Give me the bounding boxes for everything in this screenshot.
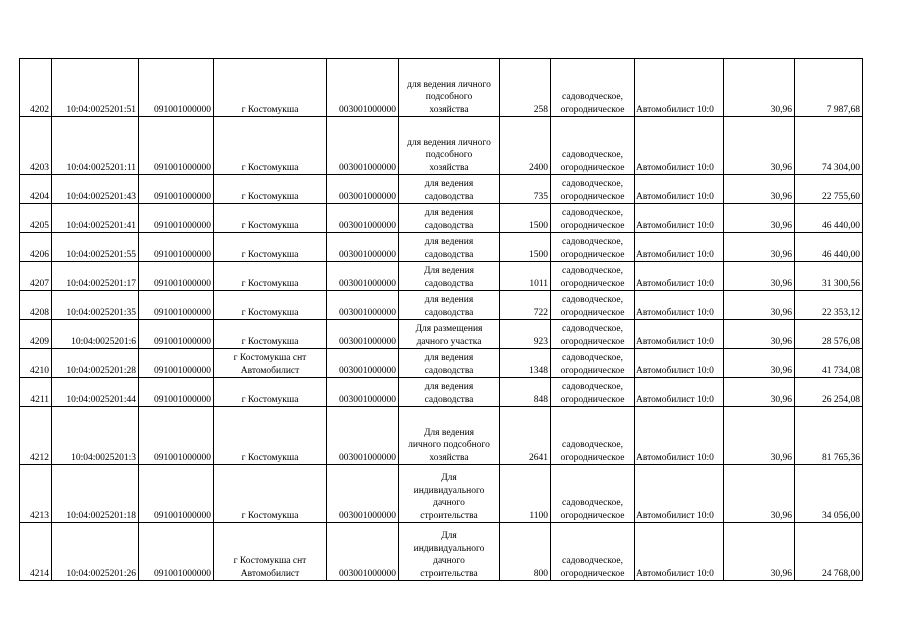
cell-specific-cadastral-value: 30,96 — [724, 175, 795, 204]
cell-land-category — [551, 291, 635, 320]
cell-row-number: 4204 — [20, 175, 52, 204]
land-category-line: садоводческое, — [562, 382, 623, 392]
permitted-use-line: для ведения — [424, 295, 474, 305]
locality-line: г Костомукша — [241, 104, 299, 115]
permitted-use-line: подсобного — [425, 92, 473, 102]
cell-land-area: 1348 — [500, 349, 551, 378]
cell-land-category — [551, 117, 635, 175]
cell-specific-cadastral-value: 30,96 — [724, 117, 795, 175]
cell-cadastral-number: 10:04:0025201:44 — [52, 378, 139, 407]
cell-specific-cadastral-value: 30,96 — [724, 262, 795, 291]
cell-specific-cadastral-value: 30,96 — [724, 320, 795, 349]
permitted-use-line: индивидуального — [413, 543, 485, 554]
permitted-use-line: для ведения — [424, 382, 474, 392]
table-row — [20, 320, 863, 349]
permitted-use-line: для ведения — [424, 237, 474, 247]
cell-row-number: 4207 — [20, 262, 52, 291]
cell-row-number: 4205 — [20, 204, 52, 233]
land-category-line: огородническое — [560, 510, 625, 521]
cell-okato-code: 003001000000 — [327, 407, 399, 465]
cell-cadastral-value: 31 300,56 — [795, 262, 863, 291]
cell-locality — [214, 175, 327, 204]
cell-okato-code: 003001000000 — [327, 291, 399, 320]
cell-oktmo-code: 091001000000 — [139, 233, 214, 262]
cell-cadastral-number: 10:04:0025201:17 — [52, 262, 139, 291]
cell-locality — [214, 204, 327, 233]
cell-land-area: 2400 — [500, 117, 551, 175]
cadastral-table — [19, 58, 863, 581]
cell-locality — [214, 349, 327, 378]
cell-land-category — [551, 204, 635, 233]
permitted-use-line: Для размещения — [415, 324, 483, 334]
cell-oktmo-code: 091001000000 — [139, 320, 214, 349]
cell-permitted-use — [399, 465, 500, 523]
cell-locality — [214, 291, 327, 320]
cell-cadastral-value: 46 440,00 — [795, 233, 863, 262]
cell-permitted-use — [399, 320, 500, 349]
permitted-use-line: садоводства — [424, 278, 474, 289]
permitted-use-line: садоводства — [424, 365, 474, 376]
permitted-use-line: садоводства — [424, 191, 474, 202]
cell-row-number: 4214 — [20, 523, 52, 581]
cell-land-area: 848 — [500, 378, 551, 407]
cell-cadastral-number: 10:04:0025201:43 — [52, 175, 139, 204]
cell-land-area: 722 — [500, 291, 551, 320]
table-row — [20, 59, 863, 117]
cell-oktmo-code: 091001000000 — [139, 175, 214, 204]
cell-permitted-use — [399, 175, 500, 204]
cell-cadastral-value: 46 440,00 — [795, 204, 863, 233]
land-category-line: огородническое — [560, 162, 625, 173]
permitted-use-line: хозяйства — [429, 162, 469, 173]
land-category-line: садоводческое, — [562, 440, 623, 450]
cell-row-number: 4203 — [20, 117, 52, 175]
cell-oktmo-code: 091001000000 — [139, 262, 214, 291]
locality-line: г Костомукша — [241, 162, 299, 173]
permitted-use-line: Для ведения — [423, 427, 475, 438]
cell-specific-cadastral-value: 30,96 — [724, 378, 795, 407]
cell-permitted-use — [399, 117, 500, 175]
cell-okato-code: 003001000000 — [327, 378, 399, 407]
cell-row-number: 4210 — [20, 349, 52, 378]
land-category-line: садоводческое, — [562, 179, 623, 189]
locality-line: г Костомукша — [241, 191, 299, 202]
cell-permitted-use — [399, 291, 500, 320]
cell-specific-cadastral-value: 30,96 — [724, 291, 795, 320]
cell-permitted-use — [399, 523, 500, 581]
land-category-line: огородническое — [560, 249, 625, 260]
cell-land-category — [551, 465, 635, 523]
land-category-line: огородническое — [560, 191, 625, 202]
cell-oktmo-code: 091001000000 — [139, 117, 214, 175]
cell-permitted-use — [399, 204, 500, 233]
cell-land-category — [551, 233, 635, 262]
land-category-line: садоводческое, — [562, 266, 623, 276]
cell-land-area: 258 — [500, 59, 551, 117]
cell-specific-cadastral-value: 30,96 — [724, 204, 795, 233]
cell-locality — [214, 233, 327, 262]
table-row — [20, 349, 863, 378]
cell-oktmo-code: 091001000000 — [139, 204, 214, 233]
cell-permitted-use — [399, 233, 500, 262]
locality-line: г Костомукша снт — [233, 353, 307, 363]
table-row — [20, 465, 863, 523]
land-category-line: садоводческое, — [562, 556, 623, 566]
cell-cadastral-value: 81 765,36 — [795, 407, 863, 465]
permitted-use-line: строительства — [420, 568, 478, 579]
table-row — [20, 117, 863, 175]
locality-line: г Костомукша снт — [233, 556, 307, 566]
cell-land-category — [551, 175, 635, 204]
cell-address: Автомобилист 10:0 — [635, 175, 724, 204]
cell-cadastral-value: 41 734,08 — [795, 349, 863, 378]
land-category-line: огородническое — [560, 452, 625, 463]
cell-specific-cadastral-value: 30,96 — [724, 407, 795, 465]
cell-land-category — [551, 320, 635, 349]
table-row — [20, 523, 863, 581]
cell-oktmo-code: 091001000000 — [139, 349, 214, 378]
cell-address: Автомобилист 10:0 — [635, 320, 724, 349]
cell-cadastral-number: 10:04:0025201:28 — [52, 349, 139, 378]
land-category-line: огородническое — [560, 307, 625, 318]
cell-cadastral-value: 22 755,60 — [795, 175, 863, 204]
cell-okato-code: 003001000000 — [327, 523, 399, 581]
cell-land-category — [551, 523, 635, 581]
locality-line: г Костомукша — [241, 307, 299, 318]
cell-address: Автомобилист 10:0 — [635, 378, 724, 407]
cell-oktmo-code: 091001000000 — [139, 59, 214, 117]
cell-land-area: 923 — [500, 320, 551, 349]
cell-cadastral-number: 10:04:0025201:55 — [52, 233, 139, 262]
cell-land-category — [551, 378, 635, 407]
land-category-line: садоводческое, — [562, 92, 623, 102]
cell-cadastral-number: 10:04:0025201:35 — [52, 291, 139, 320]
cell-cadastral-value: 7 987,68 — [795, 59, 863, 117]
cell-locality — [214, 523, 327, 581]
permitted-use-line: для ведения — [424, 179, 474, 189]
table-row — [20, 233, 863, 262]
land-category-line: садоводческое, — [562, 237, 623, 247]
cell-land-area: 800 — [500, 523, 551, 581]
cell-okato-code: 003001000000 — [327, 349, 399, 378]
permitted-use-line: дачного — [433, 556, 465, 566]
permitted-use-line: индивидуального — [413, 485, 485, 496]
cell-locality — [214, 262, 327, 291]
cell-locality — [214, 320, 327, 349]
cell-address: Автомобилист 10:0 — [635, 291, 724, 320]
permitted-use-line: садоводства — [424, 394, 474, 405]
cell-cadastral-value: 28 576,08 — [795, 320, 863, 349]
land-category-line: садоводческое, — [562, 295, 623, 305]
cell-address: Автомобилист 10:0 — [635, 233, 724, 262]
cell-address: Автомобилист 10:0 — [635, 465, 724, 523]
locality-line: г Костомукша — [241, 452, 299, 463]
cell-okato-code: 003001000000 — [327, 465, 399, 523]
cell-oktmo-code: 091001000000 — [139, 407, 214, 465]
cell-land-category — [551, 59, 635, 117]
permitted-use-line: для ведения — [424, 353, 474, 363]
cell-cadastral-value: 74 304,00 — [795, 117, 863, 175]
cell-okato-code: 003001000000 — [327, 175, 399, 204]
land-category-line: огородническое — [560, 365, 625, 376]
cell-address: Автомобилист 10:0 — [635, 204, 724, 233]
land-category-line: огородническое — [560, 336, 625, 347]
cell-row-number: 4213 — [20, 465, 52, 523]
land-category-line: огородническое — [560, 394, 625, 405]
locality-line: Автомобилист — [240, 568, 300, 579]
land-category-line: садоводческое, — [562, 150, 623, 160]
cell-permitted-use — [399, 378, 500, 407]
land-category-line: садоводческое, — [562, 498, 623, 508]
permitted-use-line: для ведения — [424, 208, 474, 218]
cell-cadastral-number: 10:04:0025201:26 — [52, 523, 139, 581]
cell-land-area: 1011 — [500, 262, 551, 291]
land-category-line: огородническое — [560, 104, 625, 115]
cell-permitted-use — [399, 407, 500, 465]
cell-cadastral-number: 10:04:0025201:6 — [52, 320, 139, 349]
table-row — [20, 175, 863, 204]
land-category-line: садоводческое, — [562, 208, 623, 218]
land-category-line: садоводческое, — [562, 353, 623, 363]
cell-locality — [214, 59, 327, 117]
cell-cadastral-number: 10:04:0025201:41 — [52, 204, 139, 233]
cell-land-category — [551, 349, 635, 378]
locality-line: Автомобилист — [240, 365, 300, 376]
cell-permitted-use — [399, 59, 500, 117]
cell-land-area: 1500 — [500, 233, 551, 262]
cell-okato-code: 003001000000 — [327, 233, 399, 262]
cell-row-number: 4212 — [20, 407, 52, 465]
land-category-line: садоводческое, — [562, 324, 623, 334]
cell-specific-cadastral-value: 30,96 — [724, 523, 795, 581]
permitted-use-line: дачного участка — [416, 336, 482, 347]
cell-specific-cadastral-value: 30,96 — [724, 465, 795, 523]
cell-okato-code: 003001000000 — [327, 117, 399, 175]
locality-line: г Костомукша — [241, 336, 299, 347]
cell-row-number: 4208 — [20, 291, 52, 320]
cell-row-number: 4211 — [20, 378, 52, 407]
permitted-use-line: Для ведения — [423, 266, 475, 276]
permitted-use-line: садоводства — [424, 307, 474, 318]
locality-line: г Костомукша — [241, 510, 299, 521]
land-category-line: огородническое — [560, 568, 625, 579]
cell-address: Автомобилист 10:0 — [635, 349, 724, 378]
cell-land-category — [551, 262, 635, 291]
table-row — [20, 291, 863, 320]
locality-line: г Костомукша — [241, 278, 299, 289]
cell-specific-cadastral-value: 30,96 — [724, 59, 795, 117]
cell-address: Автомобилист 10:0 — [635, 59, 724, 117]
cell-oktmo-code: 091001000000 — [139, 291, 214, 320]
permitted-use-line: хозяйства — [429, 452, 469, 463]
cell-permitted-use — [399, 349, 500, 378]
cell-locality — [214, 407, 327, 465]
permitted-use-line: личного подсобного — [408, 440, 490, 450]
cell-specific-cadastral-value: 30,96 — [724, 349, 795, 378]
cell-cadastral-value: 26 254,08 — [795, 378, 863, 407]
land-category-line: огородническое — [560, 278, 625, 289]
cell-address: Автомобилист 10:0 — [635, 407, 724, 465]
cell-land-area: 1100 — [500, 465, 551, 523]
cell-oktmo-code: 091001000000 — [139, 523, 214, 581]
cell-permitted-use — [399, 262, 500, 291]
permitted-use-line: хозяйства — [429, 104, 469, 115]
cell-cadastral-value: 34 056,00 — [795, 465, 863, 523]
permitted-use-line: подсобного — [425, 150, 473, 160]
cell-oktmo-code: 091001000000 — [139, 378, 214, 407]
cell-land-area: 1500 — [500, 204, 551, 233]
cell-oktmo-code: 091001000000 — [139, 465, 214, 523]
table-row — [20, 407, 863, 465]
cell-address: Автомобилист 10:0 — [635, 117, 724, 175]
cell-cadastral-number: 10:04:0025201:18 — [52, 465, 139, 523]
locality-line: г Костомукша — [241, 394, 299, 405]
permitted-use-line: садоводства — [424, 249, 474, 260]
table-row — [20, 262, 863, 291]
cell-cadastral-number: 10:04:0025201:51 — [52, 59, 139, 117]
cell-okato-code: 003001000000 — [327, 204, 399, 233]
permitted-use-line: строительства — [420, 510, 478, 521]
permitted-use-line: для ведения личного — [407, 137, 491, 148]
cell-cadastral-number: 10:04:0025201:3 — [52, 407, 139, 465]
locality-line: г Костомукша — [241, 220, 299, 231]
table-row — [20, 204, 863, 233]
table-row — [20, 378, 863, 407]
cell-okato-code: 003001000000 — [327, 59, 399, 117]
cell-address: Автомобилист 10:0 — [635, 262, 724, 291]
cell-land-area: 735 — [500, 175, 551, 204]
cell-locality — [214, 117, 327, 175]
cell-cadastral-number: 10:04:0025201:11 — [52, 117, 139, 175]
cell-land-area: 2641 — [500, 407, 551, 465]
locality-line: г Костомукша — [241, 249, 299, 260]
cell-specific-cadastral-value: 30,96 — [724, 233, 795, 262]
cell-land-category — [551, 407, 635, 465]
permitted-use-line: садоводства — [424, 220, 474, 231]
permitted-use-line: Для — [441, 531, 457, 541]
cell-locality — [214, 378, 327, 407]
land-category-line: огородническое — [560, 220, 625, 231]
cell-okato-code: 003001000000 — [327, 320, 399, 349]
cell-locality — [214, 465, 327, 523]
cell-address: Автомобилист 10:0 — [635, 523, 724, 581]
cell-okato-code: 003001000000 — [327, 262, 399, 291]
cell-cadastral-value: 22 353,12 — [795, 291, 863, 320]
cell-row-number: 4202 — [20, 59, 52, 117]
cell-row-number: 4209 — [20, 320, 52, 349]
permitted-use-line: Для — [441, 473, 457, 483]
cell-row-number: 4206 — [20, 233, 52, 262]
permitted-use-line: дачного — [433, 498, 465, 508]
cell-cadastral-value: 24 768,00 — [795, 523, 863, 581]
permitted-use-line: для ведения личного — [407, 79, 491, 90]
